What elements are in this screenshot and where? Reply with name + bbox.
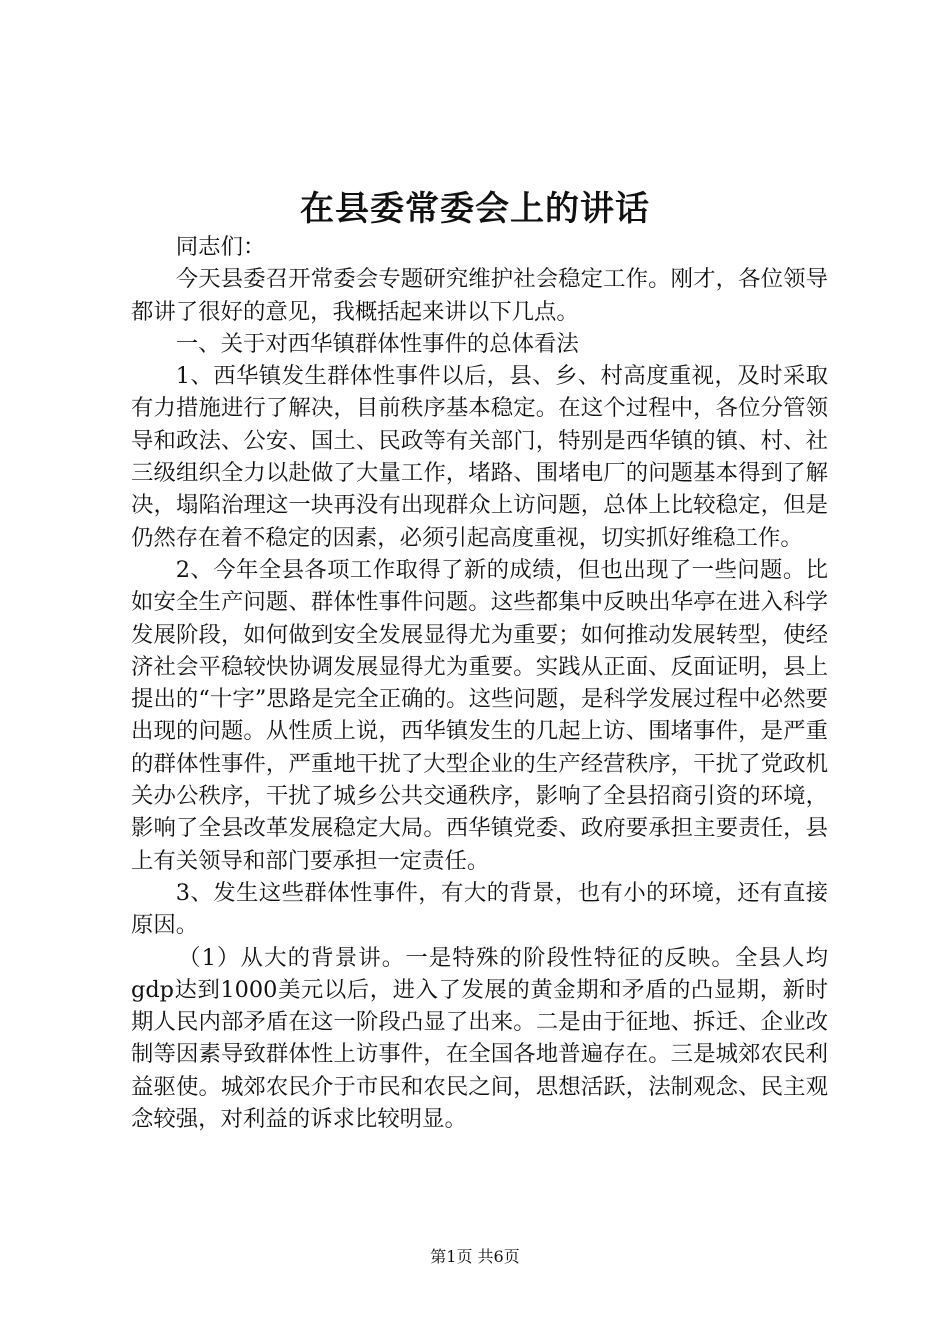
paragraph-point-3: 3、发生这些群体性事件，有大的背景，也有小的环境，还有直接原因。 (131, 879, 828, 939)
document-body (131, 231, 828, 1135)
salutation: 同志们： (175, 234, 266, 260)
paragraph-intro: 今天县委召开常委会专题研究维护社会稳定工作。刚才，各位领导都讲了很好的意见，我概括起来讲以下几点。 (131, 266, 828, 325)
section-heading-1: 一、关于对西华镇群体性事件的总体看法 (175, 330, 579, 357)
document-title: 在县委常委会上的讲话 (300, 189, 650, 229)
page-number-footer: 第1页 共6页 (430, 1247, 520, 1266)
paragraph-point-1: 1、西华镇发生群体性事件以后，县、乡、村高度重视，及时采取有力措施进行了解决，目前秩序基本稳定。在这个过程中，各位分管领导和政法、公安、国土、民政等有关部门，特别是西华镇的镇、村、社三级组织全力以赴做了大量工作，堵路、围堵电厂的问题基本得到了解决，塌陷治理这一块再没有出现群众上访问题，总体上比较稳定，但是仍然存在着不稳定的因素，必须引起高度重视，切实抓好维稳工作。 (131, 363, 828, 551)
paragraph-point-2: 2、今年全县各项工作取得了新的成绩，但也出现了一些问题。比如安全生产问题、群体性事件问题。这些都集中反映出华亭在进入科学发展阶段，如何做到安全发展显得尤为重要；如何推动发展转型，使经济社会平稳较快协调发展显得尤为重要。实践从正面、反面证明，县上提出的“十字”思路是完全正确的。这些问题，是科学发展过程中必然要出现的问题。从性质上说，西华镇发生的几起上访、围堵事件，是严重的群体性事件，严重地干扰了大型企业的生产经营秩序，干扰了党政机关办公秩序，干扰了城乡公共交通秩序，影响了全县招商引资的环境，影响了全县改革发展稳定大局。西华镇党委、政府要承担主要责任，县上有关领导和部门要承担一定责任。 (131, 556, 828, 874)
paragraph-subpoint-1: （1）从大的背景讲。一是特殊的阶段性特征的反映。全县人均gdp达到1000美元以后，进入了发展的黄金期和矛盾的凸显期，新时期人民内部矛盾在这一阶段凸显了出来。二是由于征地、拆迁、企业改制等因素导致群体性上访事件，在全国各地普遍存在。三是城郊农民利益驱使。城郊农民介于市民和农民之间，思想活跃，法制观念、民主观念较强，对利益的诉求比较明显。 (131, 944, 828, 1133)
